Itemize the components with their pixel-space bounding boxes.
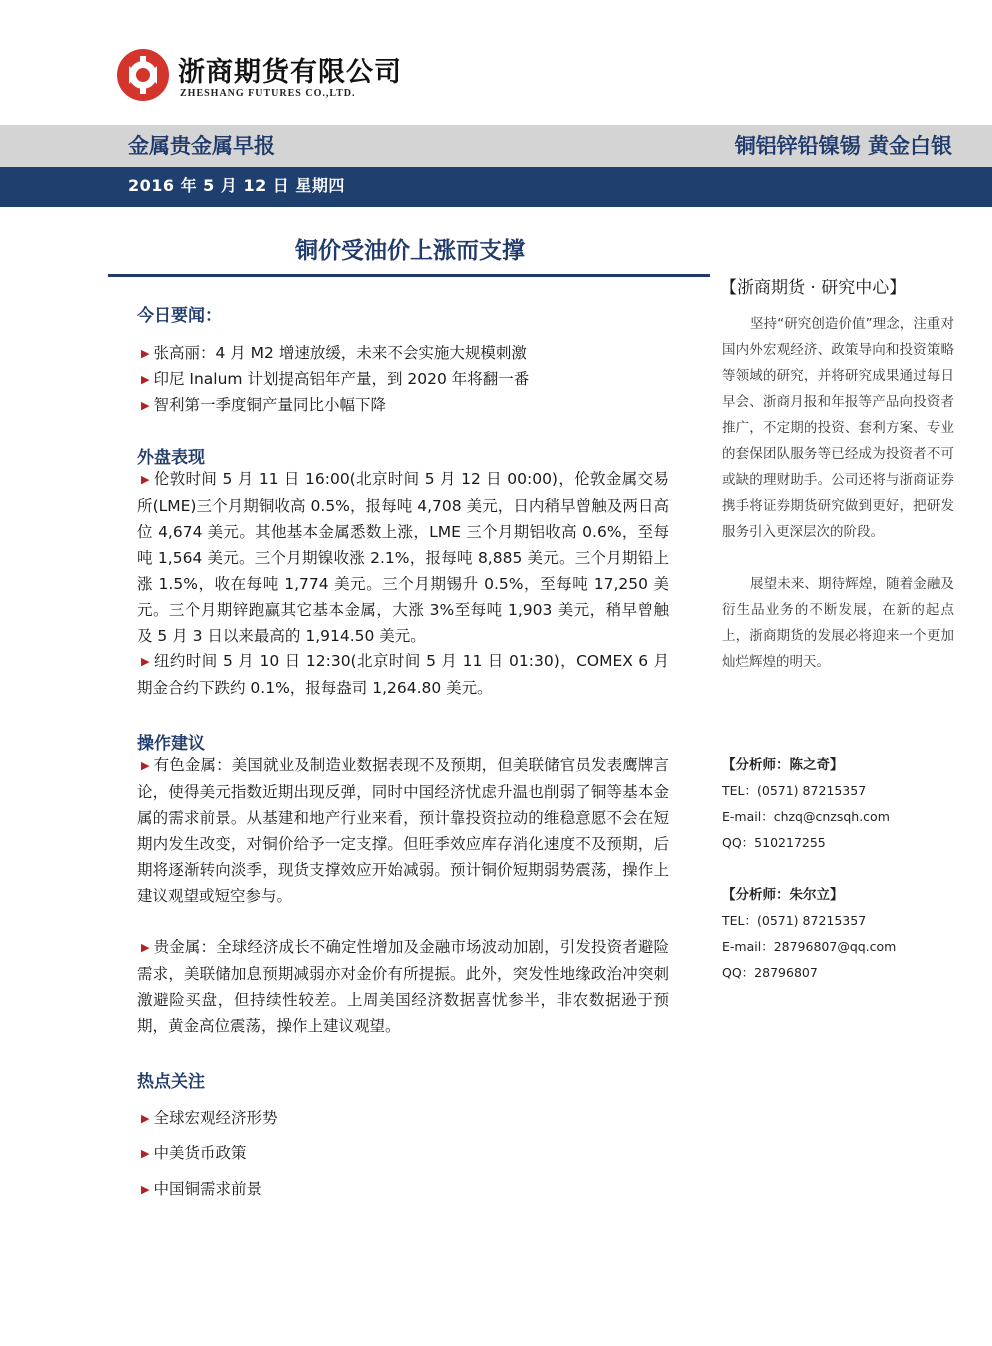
news-item: ▶ 印尼 Inalum 计划提高铝年产量，到 2020 年将翻一番	[141, 370, 530, 388]
overseas-heading: 外盘表现	[137, 448, 205, 468]
metals-covered: 铜铝锌铅镍锡 黄金白银	[734, 134, 952, 158]
advice-heading: 操作建议	[137, 734, 205, 754]
research-center-title: 【浙商期货 · 研究中心】	[720, 278, 907, 298]
analyst-email[interactable]: E-mail：28796807@qq.com	[722, 939, 897, 954]
title-divider	[108, 274, 710, 277]
bullet-arrow-icon: ▶	[141, 473, 150, 486]
research-intro-paragraph: 坚持“研究创造价值”理念，注重对国内外宏观经济、政策导向和投资策略等领域的研究，并将研究成果通过每日早会、浙商月报和年报等产品向投资者推广，不定期的投资、套利方案、专业的套保团队服务等已经成为投资者不可或缺的理财助手。公司还将与浙商证券携手将证券期货研究做到更好，把研发服务引入更深层次的阶段。	[722, 316, 954, 540]
page-title: 铜价受油价上涨而支撑	[295, 238, 525, 264]
overseas-paragraph-lme: ▶ 伦敦时间 5 月 11 日 16:00(北京时间 5 月 12 日 00:00)，伦敦金属交易所(LME)三个月期铜收高 0.5%，报每吨 4,708 美元，日内稍早曾触及两日高位 4,674 美元。其他基本金属悉数上涨，LME 三个月期铝收高 0.6%，至每吨 1,564 美元。三个月期镍收涨 2.1%，报每吨 8,885 美元。三个月期铅上涨 1.5%，收在每吨 1,774 美元。三个月期锡升 0.5%，至每吨 17,250 美元。三个月期锌跑赢其它基本金属，大涨 3%至每吨 1,903 美元，稍早曾触及 5 月 3 日以来最高的 1,914.50 美元。	[137, 470, 669, 645]
analyst-tel: TEL：(0571) 87215357	[722, 913, 867, 928]
focus-item: ▶ 中国铜需求前景	[141, 1180, 262, 1198]
news-item: ▶ 智利第一季度铜产量同比小幅下降	[141, 396, 386, 414]
news-item: ▶ 张高丽：4 月 M2 增速放缓，未来不会实施大规模刺激	[141, 344, 527, 362]
analyst-name: 【分析师：陈之奇】	[722, 757, 844, 773]
bullet-arrow-icon: ▶	[141, 1147, 150, 1160]
bullet-arrow-icon: ▶	[141, 399, 150, 412]
focus-item: ▶ 全球宏观经济形势	[141, 1109, 278, 1127]
bullet-arrow-icon: ▶	[141, 1112, 150, 1125]
bullet-arrow-icon: ▶	[141, 347, 150, 360]
bullet-arrow-icon: ▶	[141, 759, 150, 772]
analyst-card	[722, 752, 972, 856]
bullet-arrow-icon: ▶	[141, 655, 150, 668]
research-outlook-paragraph: 展望未来、期待辉煌，随着金融及衍生品业务的不断发展，在新的起点上，浙商期货的发展必将迎来一个更加灿烂辉煌的明天。	[722, 576, 954, 670]
report-name: 金属贵金属早报	[128, 134, 275, 158]
focus-item: ▶ 中美货币政策	[141, 1144, 247, 1162]
news-heading: 今日要闻：	[137, 306, 222, 326]
bullet-arrow-icon: ▶	[141, 1183, 150, 1196]
overseas-paragraph-comex: ▶ 纽约时间 5 月 10 日 12:30(北京时间 5 月 11 日 01:30)，COMEX 6 月期金合约下跌约 0.1%，报每盎司 1,264.80 美元。	[137, 652, 669, 697]
bullet-arrow-icon: ▶	[141, 941, 150, 954]
focus-heading: 热点关注	[137, 1072, 205, 1092]
advice-paragraph-base-metals: ▶ 有色金属：美国就业及制造业数据表现不及预期，但美联储官员发表鹰牌言论，使得美元指数近期出现反弹，同时中国经济忧虑升温也削弱了铜等基本金属的需求前景。从基建和地产行业来看，预计靠投资拉动的维稳意愿不会在短期内发生改变，对铜价给予一定支撑。但旺季效应库存消化速度不及预期，后期将逐渐转向淡季，现货支撑效应开始减弱。预计铜价短期弱势震荡，操作上建议观望或短空参与。	[137, 756, 669, 905]
analyst-tel: TEL：(0571) 87215357	[722, 783, 867, 798]
analyst-email[interactable]: E-mail：chzq@cnzsqh.com	[722, 809, 890, 824]
advice-paragraph-precious-metals: ▶ 贵金属：全球经济成长不确定性增加及金融市场波动加剧，引发投资者避险需求，美联储加息预期减弱亦对金价有所提振。此外，突发性地缘政治冲突刺激避险买盘，但持续性较差。上周美国经济数据喜忧参半，非农数据逊于预期，黄金高位震荡，操作上建议观望。	[137, 938, 669, 1035]
report-date: 2016 年 5 月 12 日 星期四	[128, 176, 345, 195]
analyst-qq: QQ：510217255	[722, 835, 826, 850]
analyst-card	[722, 882, 972, 986]
analyst-name: 【分析师：朱尔立】	[722, 887, 844, 903]
bullet-arrow-icon: ▶	[141, 373, 150, 386]
company-name-cn: 浙商期货有限公司	[178, 57, 402, 88]
company-logo-icon	[116, 48, 170, 102]
analyst-qq: QQ：28796807	[722, 965, 818, 980]
company-name-en: ZHESHANG FUTURES CO.,LTD.	[180, 88, 356, 99]
